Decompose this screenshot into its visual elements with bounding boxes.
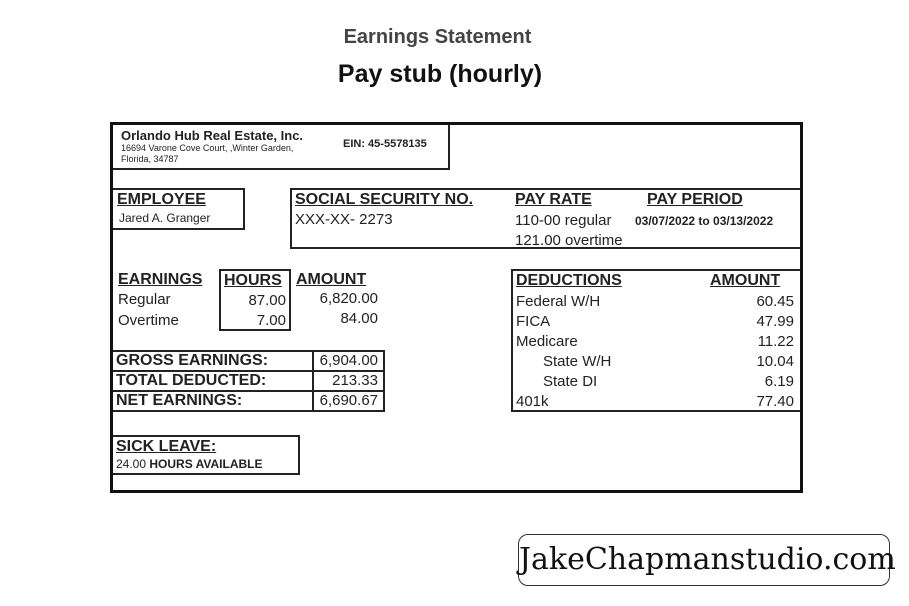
deduction-medicare-amount: 11.22 (757, 333, 794, 350)
regular-amount: 6,820.00 (319, 290, 378, 307)
deduction-fica-amount: 47.99 (756, 313, 794, 330)
sick-leave-available-label: HOURS AVAILABLE (149, 457, 263, 471)
sick-leave-box (113, 435, 300, 475)
deduction-state-di-name: State DI (543, 373, 598, 390)
company-address-line2: Florida, 34787 (121, 154, 179, 164)
earnings-label: EARNINGS (118, 271, 203, 288)
company-address-line1: 16694 Varone Cove Court, ,Winter Garden, (121, 143, 294, 153)
employee-name: Jared A. Granger (119, 211, 211, 225)
total-deducted-value: 213.33 (332, 372, 378, 389)
deductions-amount-label: AMOUNT (710, 272, 781, 289)
sick-leave-hours: 24.00 (116, 457, 147, 471)
pay-rate-label: PAY RATE (515, 191, 592, 208)
deduction-medicare-name: Medicare (516, 333, 578, 350)
sick-leave-label: SICK LEAVE: (116, 438, 217, 455)
employee-label: EMPLOYEE (117, 191, 206, 208)
statement-subtitle: Pay stub (hourly) (337, 60, 543, 88)
deduction-401k-name: 401k (516, 393, 549, 410)
pay-rate-overtime: 121.00 overtime (515, 232, 623, 249)
ssn-value: XXX-XX- 2273 (295, 211, 393, 228)
amount-label: AMOUNT (296, 271, 367, 288)
watermark: JakeChapmanstudio.com (518, 534, 890, 586)
deduction-401k-amount: 77.40 (756, 393, 794, 410)
pay-period-label: PAY PERIOD (647, 191, 743, 208)
hours-label: HOURS (224, 272, 282, 289)
deduction-state-di-amount: 6.19 (764, 373, 794, 390)
overtime-amount: 84.00 (340, 310, 378, 327)
overtime-earning-name: Overtime (118, 312, 179, 329)
overtime-hours: 7.00 (256, 312, 286, 329)
deductions-box (511, 269, 800, 412)
total-deducted-label: TOTAL DEDUCTED: (116, 372, 267, 389)
net-earnings-value: 6,690.67 (319, 392, 378, 409)
hours-box (219, 269, 291, 331)
company-box (113, 125, 450, 170)
company-ein: EIN: 45-5578135 (343, 138, 427, 150)
totals-box (113, 350, 385, 412)
gross-earnings-label: GROSS EARNINGS: (116, 352, 269, 369)
statement-title: Earnings Statement (343, 26, 532, 48)
pay-period-value: 03/07/2022 to 03/13/2022 (635, 214, 774, 228)
regular-hours: 87.00 (248, 292, 286, 309)
ssn-label: SOCIAL SECURITY NO. (295, 191, 474, 208)
pay-stub-frame (110, 122, 803, 493)
gross-earnings-value: 6,904.00 (319, 352, 378, 369)
sick-leave-hours-line (116, 457, 262, 471)
pay-info-box (290, 188, 800, 249)
deduction-state-wh-name: State W/H (543, 353, 612, 370)
deduction-state-wh-amount: 10.04 (756, 353, 794, 370)
regular-earning-name: Regular (118, 291, 171, 308)
company-name: Orlando Hub Real Estate, Inc. (121, 128, 304, 143)
deductions-label: DEDUCTIONS (516, 272, 622, 289)
pay-rate-regular: 110-00 regular (515, 212, 612, 229)
net-earnings-label: NET EARNINGS: (116, 392, 243, 409)
deduction-federal-amount: 60.45 (756, 293, 794, 310)
employee-box (113, 188, 245, 230)
deduction-federal-name: Federal W/H (516, 293, 601, 310)
deduction-fica-name: FICA (516, 313, 551, 330)
